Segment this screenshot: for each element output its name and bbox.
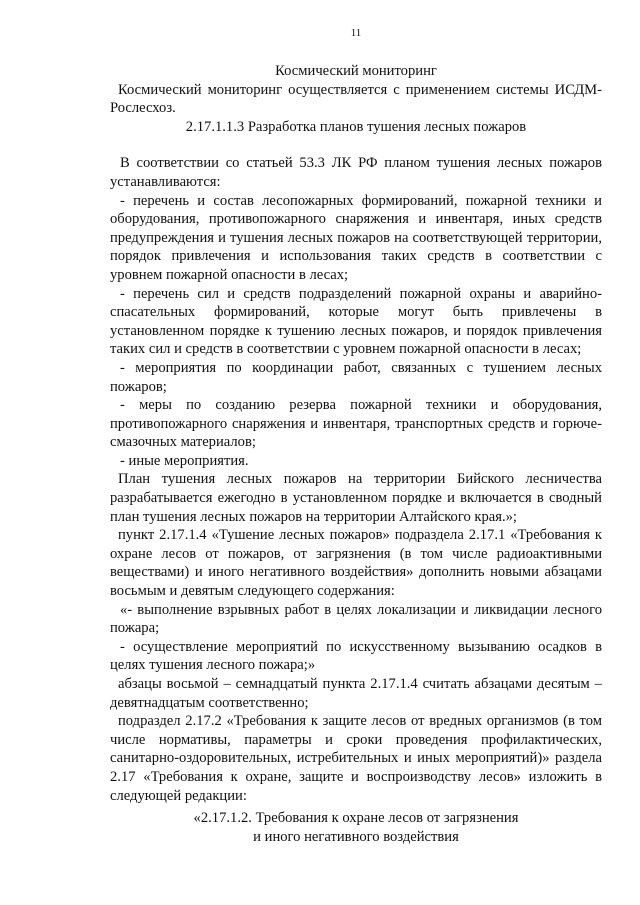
quoted-title-line-1: «2.17.1.2. Требования к охране лесов от загрязнения: [193, 810, 519, 827]
list-item: - мероприятия по координации работ, связанных с тушением лесных пожаров;: [110, 359, 602, 395]
paragraph-plan: План тушения лесных пожаров на территории Бийского лесничества разрабатывается ежегодно в установленном порядке и включается в сводный план тушения лесных пожаров на территории Алтайского края.»;: [110, 471, 602, 525]
paragraph-quote-1: «- выполнение взрывных работ в целях локализации и ликвидации лесного пожара;: [110, 601, 602, 637]
paragraph-intro: В соответствии со статьей 53.3 ЛК РФ планом тушения лесных пожаров устанавливаются:: [110, 155, 602, 190]
quoted-title: [110, 809, 602, 846]
quoted-title-line-2: и иного негативного воздействия: [253, 828, 459, 845]
paragraph-quote-2: - осуществление мероприятий по искусственному вызыванию осадков в целях тушения лесного пожара;»: [110, 638, 602, 674]
list-item: - перечень и состав лесопожарных формирований, пожарной техники и оборудования, противопожарного снаряжения и инвентаря, иных средств предупреждения и тушения лесных пожаров на соответствующей территории, порядок привлечения и использования таких средств в соответствии с уровнем пожарной опасности в лесах;: [110, 192, 602, 283]
section-heading: Космический мониторинг: [275, 63, 437, 79]
list-item: - перечень сил и средств подразделений пожарной охраны и аварийно-спасательных формирований, которые могут быть привлечены в установленном порядке к тушению лесных пожаров, и порядок привлечения таких сил и средств в соответствии с уровнем пожарной опасности в лесах;: [110, 285, 602, 358]
list-item: - меры по созданию резерва пожарной техники и оборудования, противопожарного снаряжения и инвентаря, транспортных средств и горюче-смазочных материалов;: [110, 397, 602, 451]
paragraph-renumber: абзацы восьмой – семнадцатый пункта 2.17.1.4 считать абзацами десятым – девятнадцатым соответственно;: [110, 676, 602, 711]
list-item: - иные мероприятия.: [120, 452, 249, 469]
paragraph-subsection-2-17-2: подраздел 2.17.2 «Требования к защите лесов от вредных организмов (в том числе нормативы, параметры и сроки проведения профилактических, санитарно-оздоровительных, истребительных и иных мероприятий)» раздела 2.17 «Требования к охране, защите и воспроизводству лесов» изложить в следующей редакции:: [110, 713, 602, 804]
paragraph-clause-2-17-1-4: пункт 2.17.1.4 «Тушение лесных пожаров» подраздела 2.17.1 «Требования к охране лесов от пожаров, от загрязнения (в том числе радиоактивными веществами) и иного негативного воздействия» дополнить новыми абзацами восьмым и девятым следующего содержания:: [110, 527, 602, 600]
paragraph-space-monitoring: Космический мониторинг осуществляется с применением системы ИСДМ-Рослесхоз.: [110, 81, 602, 117]
page-number: 11: [350, 27, 362, 39]
section-title: 2.17.1.1.3 Разработка планов тушения лесных пожаров: [185, 118, 527, 135]
